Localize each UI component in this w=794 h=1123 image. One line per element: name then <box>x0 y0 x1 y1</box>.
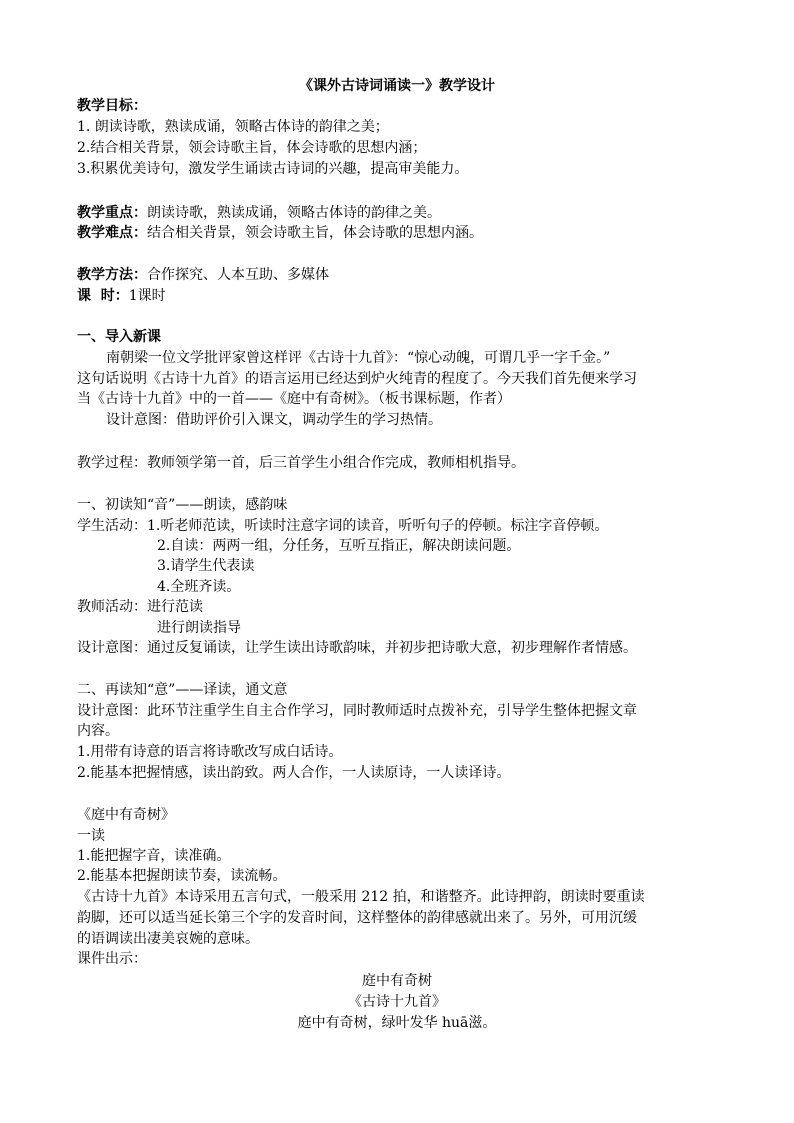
student-activity-item: 1.听老师范读，听读时注意字词的读音，听听句子的停顿。标注字音停顿。 <box>147 518 609 534</box>
poem-section-item: 2.能基本把握朗读节奏，读流畅。 <box>77 868 287 884</box>
objective-item: 2.结合相关背景，领会诗歌主旨，体会诗歌的思想内涵； <box>77 140 427 156</box>
intro-paragraph-line: 当《古诗十九首》中的一首——《庭中有奇树》。（板书课标题，作者） <box>77 391 511 407</box>
courseware-poem-source: 《古诗十九首》 <box>348 994 446 1010</box>
section3-item: 1.用带有诗意的语言将诗歌改写成白话诗。 <box>77 744 343 760</box>
key-point-text: 朗读诗歌，熟读成诵，领略古体诗的韵律之美。 <box>147 205 441 221</box>
teacher-activity-label: 教师活动： <box>77 599 147 615</box>
courseware-poem-title: 庭中有奇树 <box>362 973 432 989</box>
intro-paragraph-line: 南朝梁一位文学批评家曾这样评《古诗十九首》：“惊心动魄，可谓几乎一字千金。” <box>106 350 611 366</box>
teaching-process: 教学过程：教师领学第一首，后三首学生小组合作完成，教师相机指导。 <box>77 455 525 471</box>
section3-design-line: 设计意图：此环节注重学生自主合作学习，同时教师适时点拨补充，引导学生整体把握文章 <box>77 703 637 719</box>
section1-heading: 一、导入新课 <box>77 329 161 345</box>
hours-label: 课 时： <box>77 288 129 304</box>
poem-paragraph-line: 《古诗十九首》本诗采用五言句式，一般采用 212 拍，和谐整齐。此诗押韵，朗读时要重读 <box>77 889 645 905</box>
intro-design-intent: 设计意图：借助评价引入课文，调动学生的学习热情。 <box>106 412 442 428</box>
poem-section-item: 1.能把握字音，读准确。 <box>77 848 231 864</box>
section2-design-intent: 设计意图：通过反复诵读，让学生读出诗歌韵味，并初步把诗歌大意，初步理解作者情感。 <box>77 640 637 656</box>
difficulty-text: 结合相关背景，领会诗歌主旨，体会诗歌的思想内涵。 <box>147 225 483 241</box>
poem-section-sub: 一读 <box>77 828 105 844</box>
difficulty-line <box>77 223 483 243</box>
student-activity-item: 2.自读：两两一组，分任务，互听互指正，解决朗读问题。 <box>157 538 521 554</box>
student-activity-item: 4.全班齐读。 <box>157 579 241 595</box>
teacher-activity-item: 进行范读 <box>147 599 203 615</box>
section3-heading: 二、再读知“意”——译读，通文意 <box>77 682 288 698</box>
teacher-activity-item: 进行朗读指导 <box>157 620 241 636</box>
intro-paragraph-line: 这句话说明《古诗十九首》的语言运用已经达到炉火纯青的程度了。今天我们首先便来学习 <box>77 371 637 387</box>
courseware-label: 课件出示： <box>77 951 147 967</box>
hours-text: 1课时 <box>128 288 166 304</box>
teacher-activity-line <box>77 597 203 617</box>
method-text: 合作探究、人本互助、多媒体 <box>147 267 329 283</box>
key-point-line <box>77 203 441 223</box>
poem-paragraph-line: 的语调读出凄美哀婉的意味。 <box>77 931 259 947</box>
key-point-label: 教学重点： <box>77 205 147 221</box>
student-activity-line <box>77 516 608 536</box>
section2-heading: 一、初读知“音”——朗读，感韵味 <box>77 497 288 513</box>
student-activity-item: 3.请学生代表读 <box>157 558 255 574</box>
objective-item: 3.积累优美诗句，激发学生诵读古诗词的兴趣，提高审美能力。 <box>77 161 469 177</box>
section3-item: 2.能基本把握情感，读出韵致。两人合作，一人读原诗，一人读译诗。 <box>77 765 511 781</box>
difficulty-label: 教学难点： <box>77 225 147 241</box>
method-label: 教学方法： <box>77 267 147 283</box>
student-activity-label: 学生活动： <box>77 518 147 534</box>
objectives-heading: 教学目标： <box>77 98 147 114</box>
document-title: 《课外古诗词诵读一》教学设计 <box>299 78 495 94</box>
hours-line <box>77 286 166 306</box>
section3-design-line: 内容。 <box>77 723 119 739</box>
poem-section-title: 《庭中有奇树》 <box>77 807 175 823</box>
poem-paragraph-line: 韵脚，还可以适当延长第三个字的发音时间，这样整体的韵律感就出来了。另外，可用沉缓 <box>77 910 637 926</box>
courseware-poem-line: 庭中有奇树，绿叶发华 huā滋。 <box>297 1015 497 1031</box>
method-line <box>77 265 329 285</box>
objective-item: 1. 朗读诗歌，熟读成诵，领略古体诗的韵律之美； <box>77 119 389 135</box>
